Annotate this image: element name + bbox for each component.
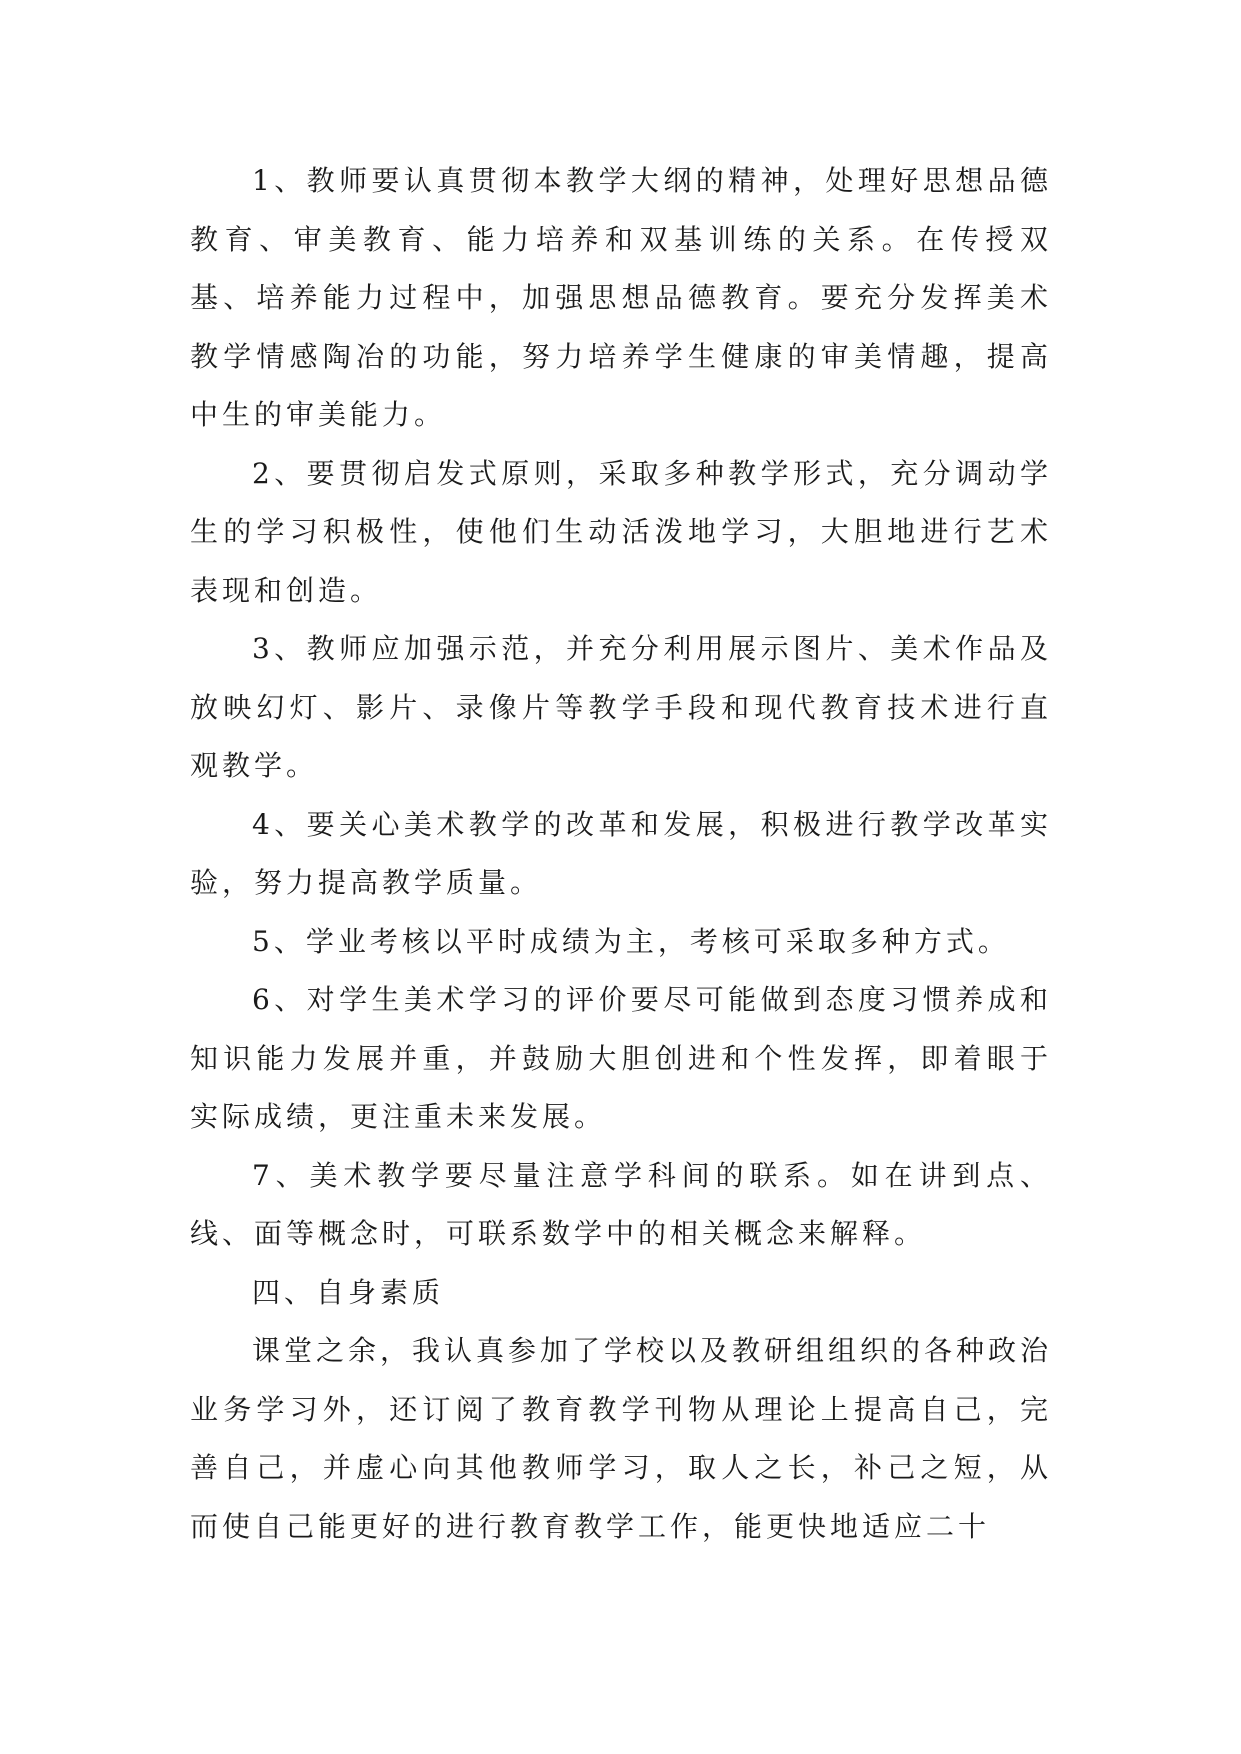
paragraph-teaching-requirement-5: 5、学业考核以平时成绩为主，考核可采取多种方式。 <box>252 924 1010 958</box>
paragraph-teaching-requirement-3: 3、教师应加强示范，并充分利用展示图片、美术作品及放映幻灯、影片、录像片等教学手段和现代教育技术进行直观教学。 <box>190 632 1052 782</box>
document-page <box>190 152 1052 1556</box>
paragraph-teaching-requirement-7: 7、美术教学要尽量注意学科间的联系。如在讲到点、线、面等概念时，可联系数学中的相关概念来解释。 <box>190 1158 1052 1250</box>
paragraph-teaching-requirement-1: 1、教师要认真贯彻本教学大纲的精神，处理好思想品德教育、审美教育、能力培养和双基训练的关系。在传授双基、培养能力过程中，加强思想品德教育。要充分发挥美术教学情感陶冶的功能，努力培养学生健康的审美情趣，提高中生的审美能力。 <box>190 164 1052 431</box>
paragraph-self-quality: 课堂之余，我认真参加了学校以及教研组组织的各种政治业务学习外，还订阅了教育教学刊物从理论上提高自己，完善自己，并虚心向其他教师学习，取人之长，补己之短，从而使自己能更好的进行教育教学工作，能更快地适应二十 <box>190 1334 1053 1543</box>
paragraph-teaching-requirement-2: 2、要贯彻启发式原则，采取多种教学形式，充分调动学生的学习积极性，使他们生动活泼地学习，大胆地进行艺术表现和创造。 <box>190 456 1052 607</box>
section-heading: 四、自身素质 <box>252 1275 445 1309</box>
paragraph-teaching-requirement-4: 4、要关心美术教学的改革和发展，积极进行教学改革实验，努力提高教学质量。 <box>190 807 1052 899</box>
paragraph-teaching-requirement-6: 6、对学生美术学习的评价要尽可能做到态度习惯养成和知识能力发展并重，并鼓励大胆创进和个性发挥，即着眼于实际成绩，更注重未来发展。 <box>190 983 1052 1133</box>
